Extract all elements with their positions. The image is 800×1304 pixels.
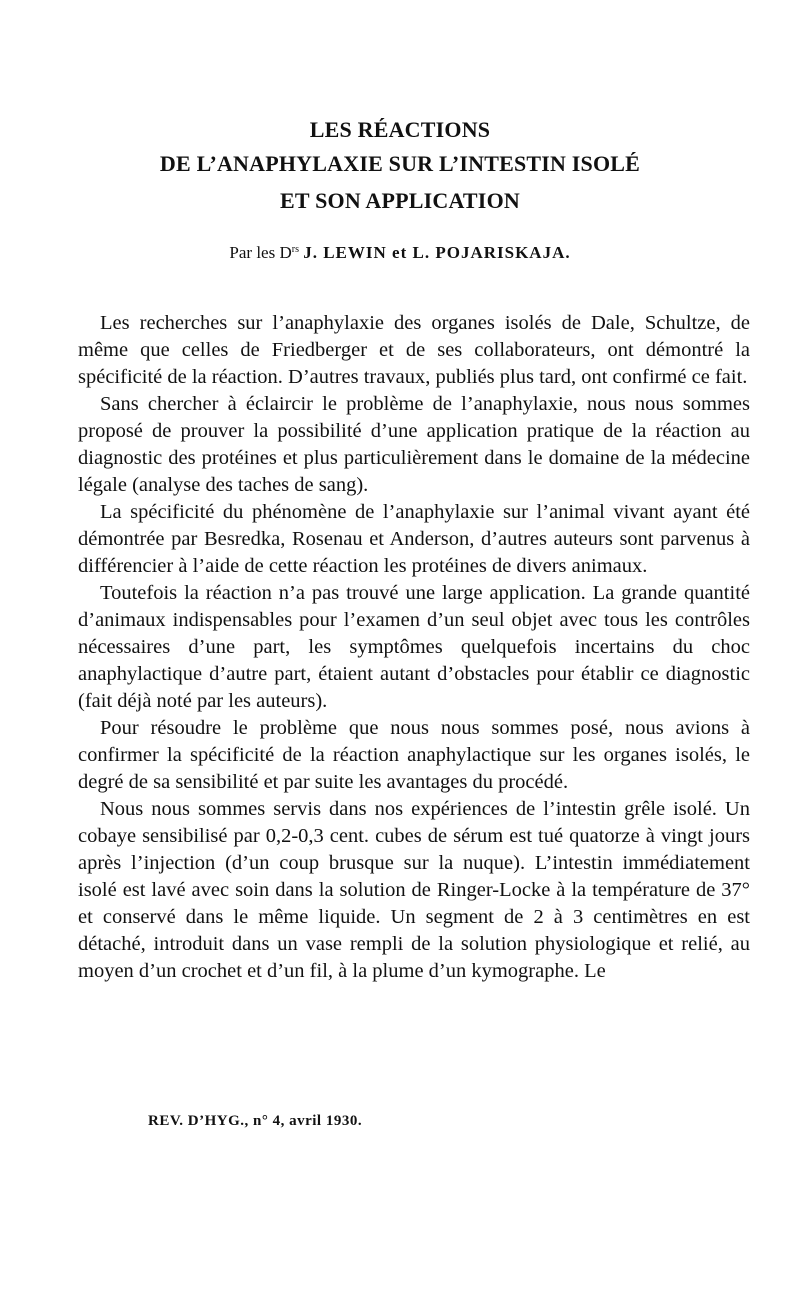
byline-superscript: rs [291,244,299,255]
title-line-2: DE L’ANAPHYLAXIE SUR L’INTESTIN ISOLÉ [159,151,641,176]
paragraph: La spécificité du phénomène de l’anaphylaxie sur l’animal vivant ayant été démontrée par Besredka, Rosenau et Anderson, d’autres auteurs sont parvenus à différencier à l’aide de cette réaction les protéines de divers animaux. [78,501,750,577]
journal-citation: REV. D’HYG., n° 4, avril 1930. [148,1113,363,1129]
paragraph: Pour résoudre le problème que nous nous sommes posé, nous avions à confirmer la spécificité de la réaction anaphylactique sur les organes isolés, le degré de sa sensibilité et par suite les avantages du procédé. [78,717,750,793]
byline [0,243,800,263]
title-line-3: ET SON APPLICATION [280,188,520,213]
byline-prefix: Par les D [229,243,292,262]
paragraph: Les recherches sur l’anaphylaxie des organes isolés de Dale, Schultze, de même que celles de Friedberger et de ses collaborateurs, ont démontré la spécificité de la réaction. D’autres travaux, publiés plus tard, ont confirmé ce fait. [78,312,750,388]
article-body [78,310,750,985]
title-line-1: LES RÉACTIONS [309,117,491,142]
author-names: J. LEWIN et L. POJARISKAJA. [303,243,571,262]
paragraph: Nous nous sommes servis dans nos expériences de l’intestin grêle isolé. Un cobaye sensibilisé par 0,2-0,3 cent. cubes de sérum est tué quatorze à vingt jours après l’injection (d’un coup brusque sur la nuque). L’intestin immédiatement isolé est lavé avec soin dans la solution de Ringer-Locke à la température de 37° et conservé dans le même liquide. Un segment de 2 à 3 centimètres en est détaché, introduit dans un vase rempli de la solution physiologique et relié, au moyen d’un crochet et d’un fil, à la plume d’un kymographe. Le [78,798,750,982]
paragraph: Sans chercher à éclaircir le problème de l’anaphylaxie, nous nous sommes proposé de prouver la possibilité d’une application pratique de la réaction au diagnostic des protéines et plus particulièrement dans le domaine de la médecine légale (analyse des taches de sang). [78,393,750,496]
paragraph: Toutefois la réaction n’a pas trouvé une large application. La grande quantité d’animaux indispensables pour l’examen d’un seul objet avec tous les contrôles nécessaires d’une part, les symptômes quelquefois incertains du choc anaphylactique d’autre part, étaient autant d’obstacles pour établir ce diagnostic (fait déjà noté par les auteurs). [78,582,750,712]
